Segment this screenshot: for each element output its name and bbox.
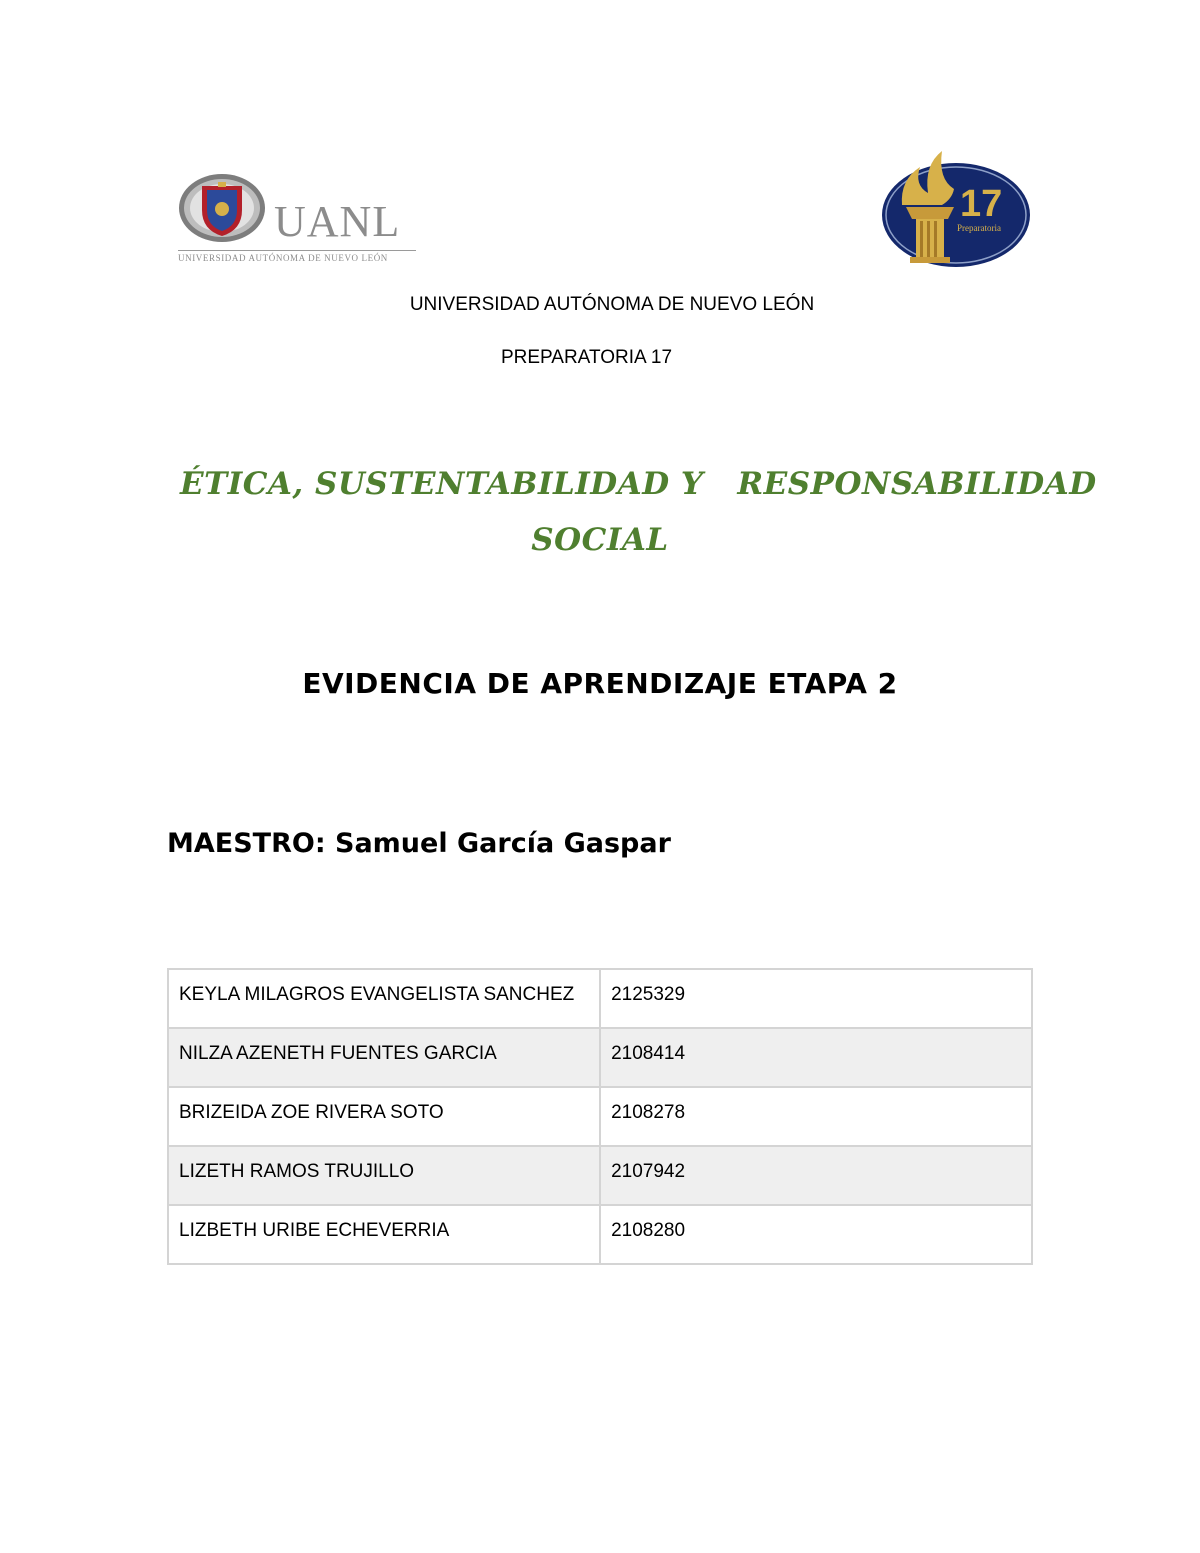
teacher-name: MAESTRO: Samuel García Gaspar — [167, 828, 671, 859]
uanl-seal-icon — [178, 172, 268, 244]
student-name: KEYLA MILAGROS EVANGELISTA SANCHEZ — [168, 969, 600, 1028]
student-name: NILZA AZENETH FUENTES GARCIA — [168, 1028, 600, 1087]
student-id: 2107942 — [600, 1146, 1032, 1205]
table-row — [168, 1205, 1032, 1264]
school-name: PREPARATORIA 17 — [500, 347, 673, 368]
student-id: 2108278 — [600, 1087, 1032, 1146]
prepa17-label: Preparatoria — [957, 223, 1001, 233]
student-name: BRIZEIDA ZOE RIVERA SOTO — [168, 1087, 600, 1146]
prepa-torch-emblem-icon — [872, 145, 1032, 273]
table-row — [168, 1146, 1032, 1205]
student-id: 2125329 — [600, 969, 1032, 1028]
student-name: LIZBETH URIBE ECHEVERRIA — [168, 1205, 600, 1264]
students-table — [167, 968, 1033, 1265]
subject-title — [180, 456, 1097, 568]
subject-title-line-1: ÉTICA, SUSTENTABILIDAD Y RESPONSABILIDAD — [180, 466, 1097, 502]
prepa17-logo — [872, 145, 1032, 273]
student-name: LIZETH RAMOS TRUJILLO — [168, 1146, 600, 1205]
uanl-wordmark: UANL — [274, 197, 401, 246]
table-row — [168, 969, 1032, 1028]
document-title: EVIDENCIA DE APRENDIZAJE ETAPA 2 — [302, 667, 898, 700]
student-id: 2108280 — [600, 1205, 1032, 1264]
table-row — [168, 1087, 1032, 1146]
university-name: UNIVERSIDAD AUTÓNOMA DE NUEVO LEÓN — [409, 294, 815, 315]
prepa17-number: 17 — [960, 183, 1003, 225]
table-row — [168, 1028, 1032, 1087]
uanl-logo — [178, 172, 423, 272]
student-id: 2108414 — [600, 1028, 1032, 1087]
uanl-subtitle: UNIVERSIDAD AUTÓNOMA DE NUEVO LEÓN — [178, 250, 416, 263]
subject-title-line-2: SOCIAL — [531, 522, 669, 558]
